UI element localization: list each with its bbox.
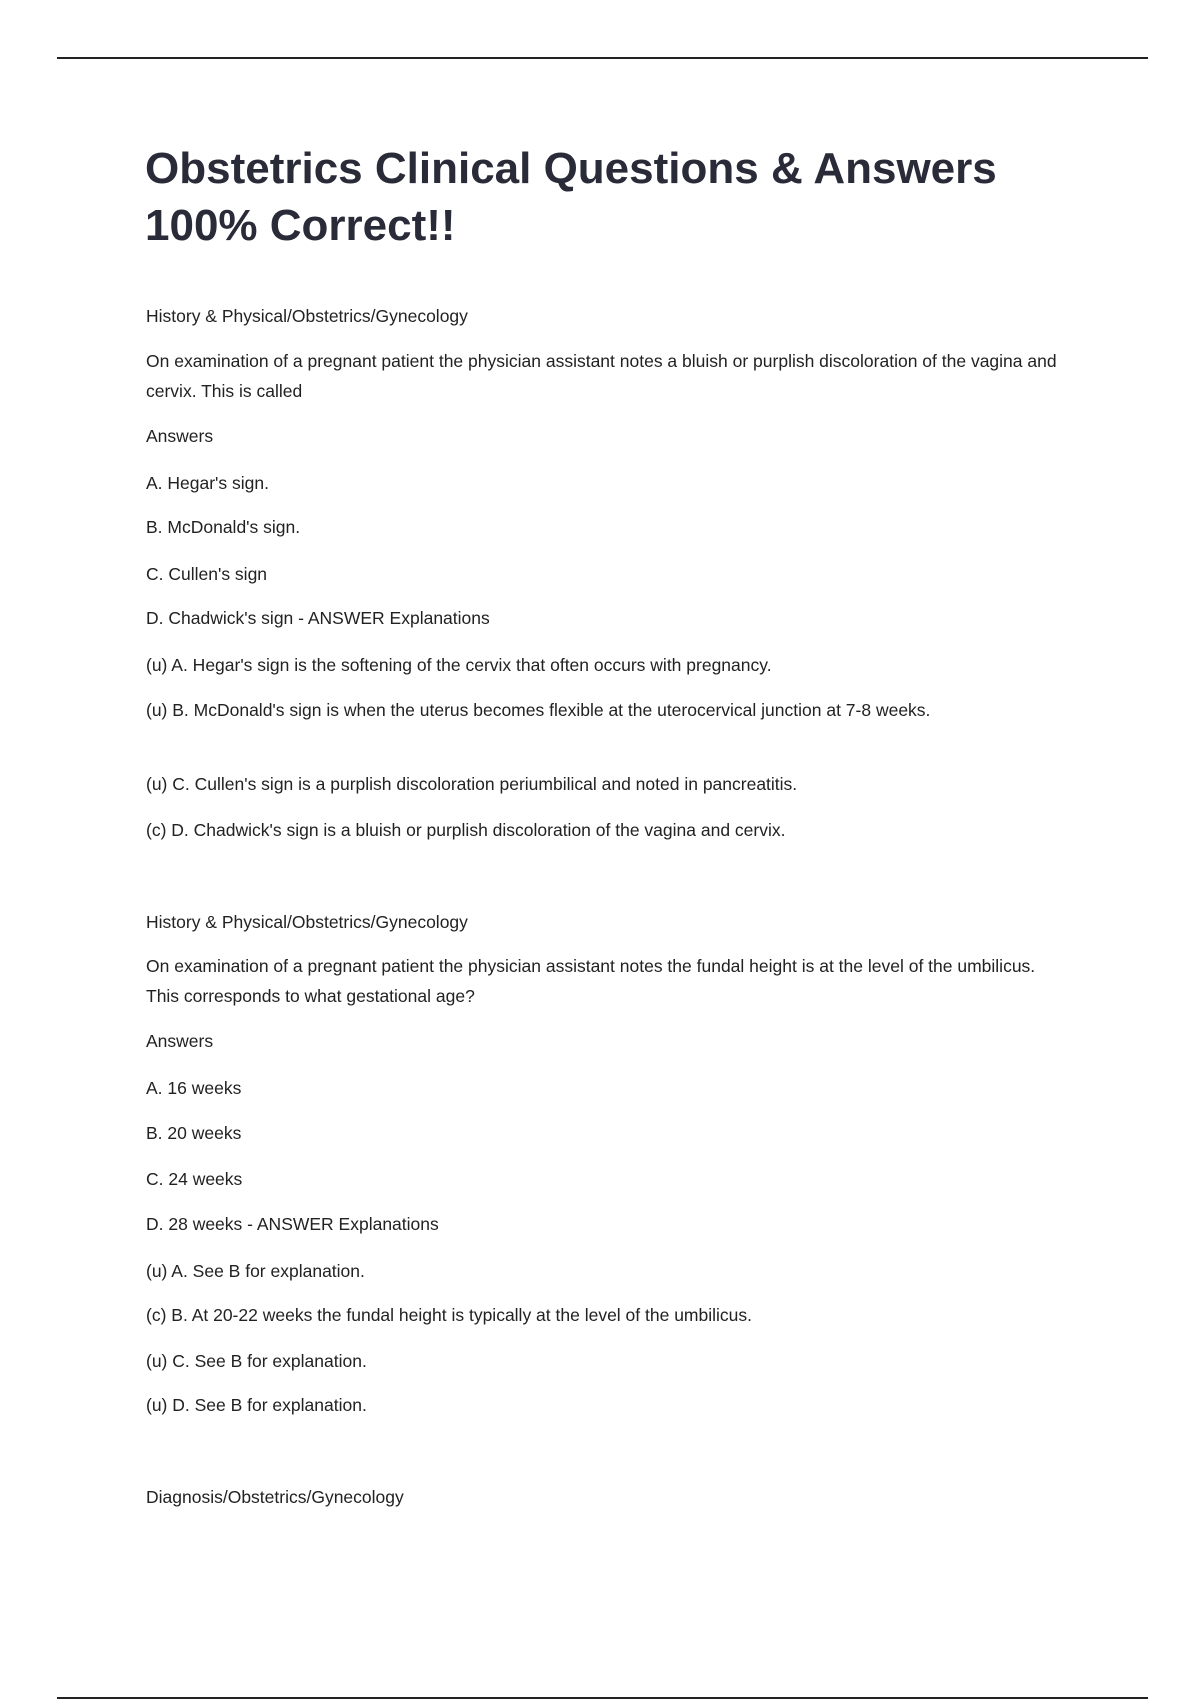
question-2-explanation-b: (c) B. At 20-22 weeks the fundal height is typically at the level of the umbilicus. [146,1305,753,1325]
question-1-answers-label: Answers [146,426,214,446]
question-2-explanation-a: (u) A. See B for explanation. [146,1261,365,1281]
question-1-category: History & Physical/Obstetrics/Gynecology [146,306,468,326]
question-1-explanation-c: (u) C. Cullen's sign is a purplish discoloration periumbilical and noted in pancreatitis. [146,774,798,794]
top-rule [57,57,1148,59]
question-3-category: Diagnosis/Obstetrics/Gynecology [146,1487,404,1507]
question-1-option-d: D. Chadwick's sign - ANSWER Explanations [146,608,490,628]
question-1-explanation-d: (c) D. Chadwick's sign is a bluish or purplish discoloration of the vagina and cervix. [146,820,786,840]
question-1-option-b: B. McDonald's sign. [146,517,301,537]
question-2-answers-label: Answers [146,1031,214,1051]
question-2-option-a: A. 16 weeks [146,1078,242,1098]
question-2-category: History & Physical/Obstetrics/Gynecology [146,912,468,932]
question-1-stem: On examination of a pregnant patient the physician assistant notes a bluish or purplish discoloration of the vagina and cervix. This is called [146,351,1057,401]
question-2-option-d: D. 28 weeks - ANSWER Explanations [146,1214,439,1234]
question-1-option-c: C. Cullen's sign [146,564,268,584]
question-1-option-a: A. Hegar's sign. [146,473,269,493]
question-2-stem: On examination of a pregnant patient the physician assistant notes the fundal height is at the level of the umbilicus. This corresponds to what gestational age? [146,956,1036,1006]
question-2-explanation-d: (u) D. See B for explanation. [146,1395,367,1415]
question-1-explanation-b: (u) B. McDonald's sign is when the uterus becomes flexible at the uterocervical junction at 7-8 weeks. [146,700,931,720]
question-2-option-c: C. 24 weeks [146,1169,243,1189]
question-1-explanation-a: (u) A. Hegar's sign is the softening of the cervix that often occurs with pregnancy. [146,655,772,675]
question-2-option-b: B. 20 weeks [146,1123,242,1143]
question-2-explanation-c: (u) C. See B for explanation. [146,1351,367,1371]
document-title: Obstetrics Clinical Questions & Answers 100% Correct!! [145,144,997,250]
bottom-rule [57,1697,1148,1699]
